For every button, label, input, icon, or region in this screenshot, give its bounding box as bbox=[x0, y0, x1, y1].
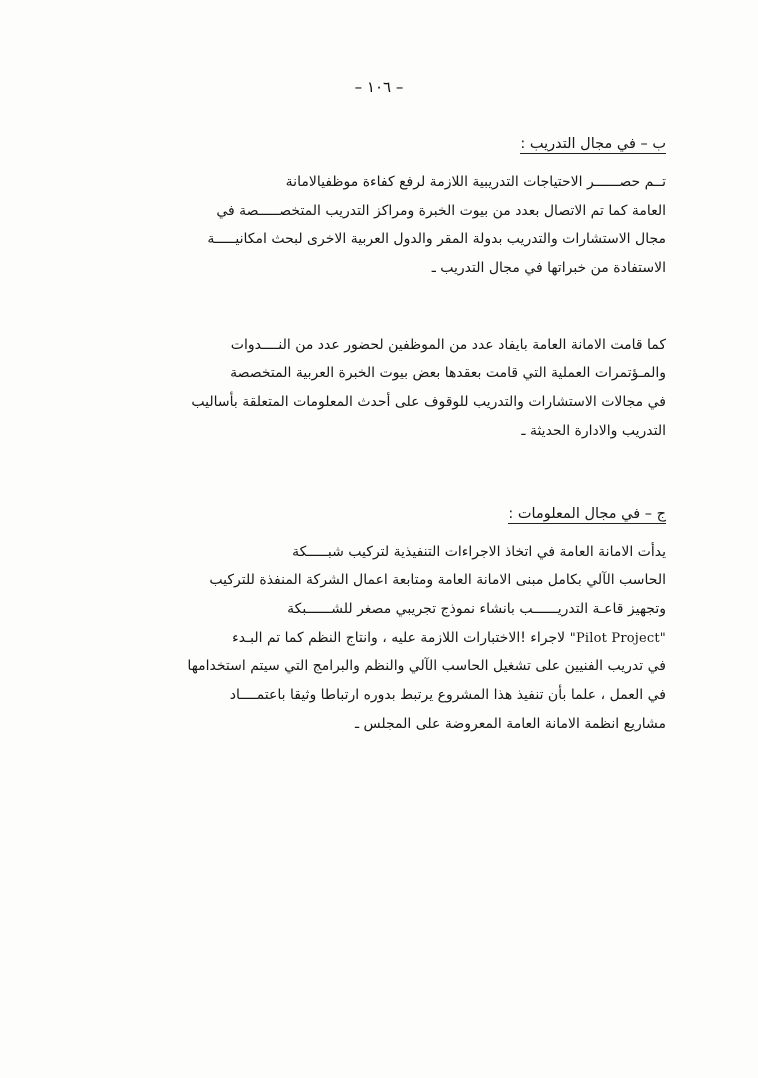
text-line: الحاسب الآلي بكامل مبنى الامانة العامة ومتابعة اعمال الشركة المنفذة للتركيب bbox=[209, 572, 666, 589]
paragraph-spacer bbox=[92, 297, 666, 331]
section-spacer bbox=[92, 472, 666, 506]
text-line-rtl-part: لاجراء !الاختبارات اللازمة عليه ، وانتاج النظم كما تم البـدء bbox=[232, 629, 566, 646]
text-line: في مجالات الاستشارات والتدريب للوقوف على أحدث المعلومات المتعلقة بأساليب bbox=[191, 394, 666, 411]
text-line: العامة كما تم الاتصال بعدد من بيوت الخبرة ومراكز التدريب المتخصـــــصة في bbox=[216, 202, 666, 219]
section-training-heading bbox=[92, 136, 666, 152]
text-line: وتجهيز قاعـة التدريــــــب بانشاء نموذج تجريبي مصغر للشــــــبكة bbox=[287, 600, 666, 617]
text-line: يدأت الامانة العامة في اتخاذ الاجراءات التنفيذية لتركيب شبـــــكة bbox=[292, 543, 666, 560]
page-content bbox=[92, 136, 666, 764]
section-information-heading-text: ج – في مجال المعلومات : bbox=[508, 505, 666, 522]
section-training-heading-text: ب – في مجال التدريب : bbox=[520, 136, 666, 152]
text-line: تــم حصــــــر الاحتياجات التدريبية اللازمة لرفع كفاءة موظفيالامانة bbox=[285, 174, 666, 190]
text-line: في تدريب الفنيين على تشغيل الحاسب الآلي والنظم والبرامج التي سيتم استخدامها bbox=[187, 658, 666, 675]
text-line: في العمل ، علما بأن تنفيذ هذا المشروع يرتبط بدوره ارتباطا وثيقا باعتمــــاد bbox=[229, 686, 666, 703]
text-line: مشاريع انظمة الامانة العامة المعروضة على المجلس ـ bbox=[354, 715, 666, 732]
text-line-mixed bbox=[92, 624, 666, 653]
section-information-heading bbox=[92, 506, 666, 522]
text-line: كما قامت الامانة العامة بايفاد عدد من الموظفين لحضور عدد من النــــدوات bbox=[230, 336, 666, 353]
paragraph bbox=[92, 331, 666, 446]
page-number: – ١٠٦ – bbox=[354, 78, 404, 96]
paragraph bbox=[92, 168, 666, 283]
text-line: والمـؤتمرات العملية التي قامت بعقدها بعض بيوت الخبرة العربية المتخصصة bbox=[230, 365, 666, 382]
text-line: الاستفادة من خبراتها في مجال التدريب ـ bbox=[431, 260, 666, 277]
text-line: التدريب والادارة الحديثة ـ bbox=[521, 422, 666, 439]
paragraph bbox=[92, 538, 666, 739]
section-information bbox=[92, 506, 666, 739]
section-training bbox=[92, 136, 666, 446]
pilot-project-term: "Pilot Project" bbox=[569, 630, 666, 646]
text-line: مجال الاستشارات والتدريب بدولة المقر والدول العربية الاخرى لبحث امكانيـــــة bbox=[207, 231, 666, 248]
